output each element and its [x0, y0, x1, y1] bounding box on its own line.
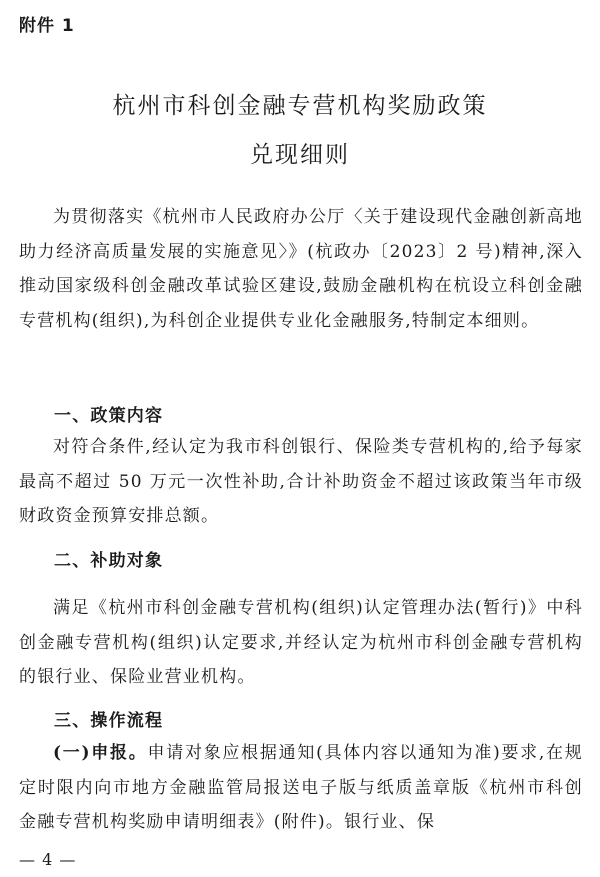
section-body-policy: 对符合条件,经认定为我市科创银行、保险类专营机构的,给予每家最高不超过 50 万元一次性补助,合计补助资金不超过该政策当年市级财政资金预算安排总额。	[19, 437, 583, 526]
section-heading-policy: 一、政策内容	[54, 406, 164, 426]
intro-paragraph: 为贯彻落实《杭州市人民政府办公厅〈关于建设现代金融创新高地助力经济高质量发展的实施意见〉》(杭政办〔2023〕2 号)精神,深入推动国家级科创金融改革试验区建设,鼓励金融机构在杭设立科创金融专营机构(组织),为科创企业提供专业化金融服务,特制定本细则。	[19, 207, 583, 331]
page-number: — 4 —	[19, 850, 77, 869]
attachment-label: 附件 1	[19, 16, 75, 36]
document-title-line1: 杭州市科创金融专营机构奖励政策	[112, 93, 488, 119]
section-heading-process: 三、操作流程	[54, 711, 164, 731]
section-body-targets: 满足《杭州市科创金融专营机构(组织)认定管理办法(暂行)》中科创金融专营机构(组织)认定要求,并经认定为杭州市科创金融专营机构的银行业、保险业营业机构。	[19, 598, 583, 687]
subsection-label-apply: (一)申报。	[53, 743, 148, 763]
subsection-body-apply: 申请对象应根据通知(具体内容以通知为准)要求,在规定时限内向市地方金融监管局报送电子版与纸质盖章版《杭州市科创金融专营机构奖励申请明细表》(附件)。银行业、保	[19, 743, 583, 832]
section-heading-targets: 二、补助对象	[54, 551, 164, 571]
document-title-line2: 兑现细则	[250, 142, 350, 168]
section-body-process	[19, 736, 583, 840]
